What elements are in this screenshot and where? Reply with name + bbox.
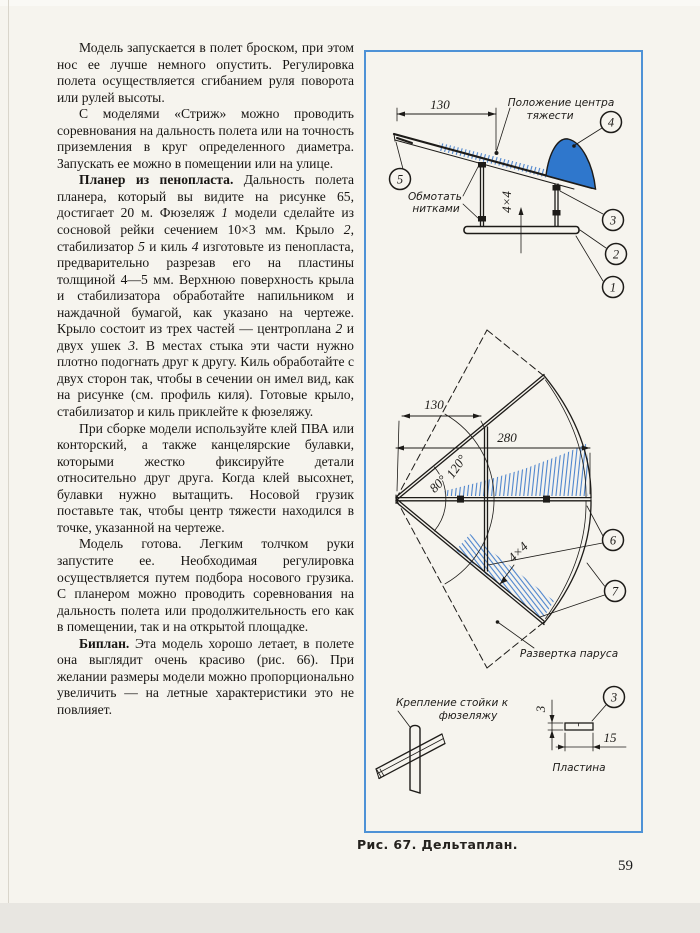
angle-120: 120° xyxy=(443,451,470,481)
page-top-edge xyxy=(0,0,700,6)
svg-text:7: 7 xyxy=(611,584,619,599)
svg-text:6: 6 xyxy=(609,533,617,548)
sail-development-label: Развертка паруса xyxy=(519,648,619,660)
svg-text:3: 3 xyxy=(609,213,617,228)
callout-1 xyxy=(603,277,624,298)
strut-attachment-sketch xyxy=(376,725,445,793)
svg-text:1: 1 xyxy=(609,280,617,295)
text-column xyxy=(57,40,354,718)
wrap-label-line1: Обмотать xyxy=(408,191,462,203)
plate-label: Пластина xyxy=(552,762,606,774)
page-number: 59 xyxy=(618,858,633,874)
dim-3: 3 xyxy=(533,705,548,713)
dim-280: 280 xyxy=(497,430,517,445)
callout-7 xyxy=(605,581,626,602)
sail-hatch-upper xyxy=(444,443,588,496)
cg-label-line1: Положение центра xyxy=(507,97,615,109)
paragraph: При сборке модели используйте клей ПВА или конторский, а также канцелярские булавки, которыми жестко фиксируйте детали относительно друг друга. Когда клей высохнет, булавки нужно вытащить. Носовой грузик поставьте так, чтобы центр тяжести находился в точке, указанной на чертеже. xyxy=(57,420,354,535)
dim-15: 15 xyxy=(603,730,617,745)
callout-6 xyxy=(603,530,624,551)
cg-label-line2: тяжести xyxy=(526,110,574,122)
dim-4x4-top: 4×4 xyxy=(504,538,531,565)
callout-5 xyxy=(390,169,411,190)
svg-text:4: 4 xyxy=(607,115,615,130)
details xyxy=(376,687,626,794)
paragraph: Планер из пенопласта. Дальность полета планера, который вы видите на рисунке 65, достигает 20 м. Фюзеляж 1 модели сделайте из сосновой рейки сечением 10×3 мм. Крыло 2, стабилизатор 5 и киль 4 изготовьте из пенопласта, предварительно разрезав его на пластины толщиной 4—5 мм. Верхнюю поверхность крыла и стабилизатора обработайте напильником и наждачной бумагой, как указано на чертеже. Крыло состоит из трех частей — центроплана 2 и двух ушек 3. В местах стыка эти части нужно плотно подогнать друг к другу. Киль обработайте с двух сторон так, чтобы в сечении он имел вид, как на рисунке (см. профиль киля). Готовые крыло, стабилизатор и киль приклейте к фюзеляжу. xyxy=(57,172,355,420)
paragraph: С моделями «Стриж» можно проводить соревнования на дальность полета или на точность приземления в круг определенного диаметра. Запускать ее можно в помещении или на улице. xyxy=(57,106,354,171)
page-bottom-edge xyxy=(0,903,700,933)
page-left-edge xyxy=(8,0,9,903)
attach-label-line2: фюзеляжу xyxy=(438,710,498,722)
figure-box xyxy=(364,50,643,838)
callout-3-plate xyxy=(604,687,625,708)
angle-80: 80° xyxy=(426,472,450,496)
svg-text:2: 2 xyxy=(612,247,620,262)
deltaplan-drawing xyxy=(364,50,643,833)
top-view xyxy=(396,330,626,668)
base-plate xyxy=(464,227,579,234)
paragraph: Биплан. Эта модель хорошо летает, в полете она выглядит очень красиво (рис. 66). При желании размеры модели можно пропорционально увеличить — на летные характеристики это не повлияет. xyxy=(57,635,354,717)
attach-label-line1: Крепление стойки к xyxy=(395,697,509,709)
callout-4 xyxy=(601,112,622,133)
svg-text:5: 5 xyxy=(396,172,404,187)
callout-3 xyxy=(603,210,624,231)
keel-fin xyxy=(546,139,596,189)
paragraph: Модель запускается в полет броском, при этом нос ее лучше немного опустить. Регулировка полета осуществляется сгибанием руля поворота или рулей высоты. xyxy=(57,40,354,105)
svg-text:3: 3 xyxy=(610,690,618,705)
wrap-label-line2: нитками xyxy=(412,203,460,215)
figure-caption: Рис. 67. Дельтаплан. xyxy=(357,837,518,852)
dim-4x4-side: 4×4 xyxy=(499,191,514,213)
callout-2 xyxy=(606,244,627,265)
dim-130-side: 130 xyxy=(430,97,450,112)
side-view xyxy=(390,97,627,298)
dim-130-top: 130 xyxy=(424,397,444,412)
paragraph: Модель готова. Легким толчком руки запустите ее. Необходимая регулировка осуществляется путем подбора носового грузика. С планером можно проводить соревнования на дальность полета или продолжительность его как в помещении, так и на открытой площадке. xyxy=(57,536,354,635)
plate-drawing xyxy=(565,723,593,730)
